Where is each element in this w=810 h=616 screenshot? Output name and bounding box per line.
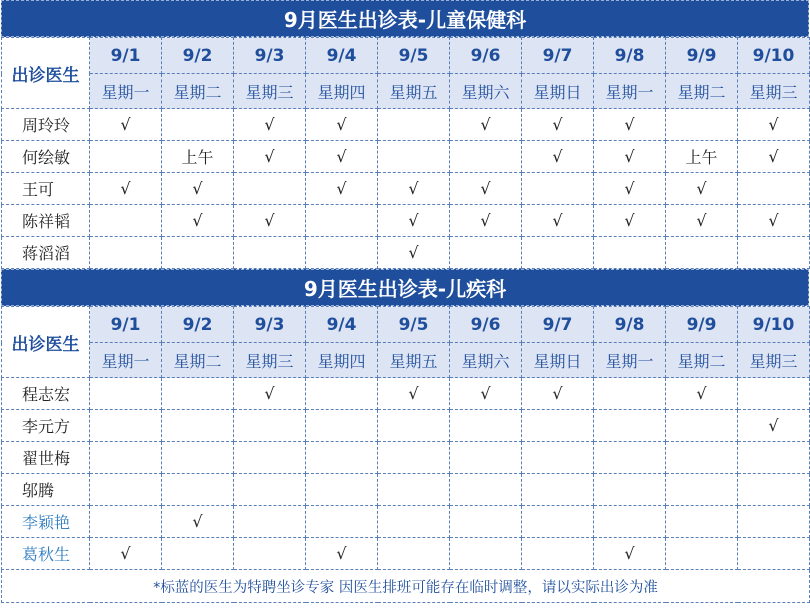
- schedule-cell: [522, 538, 594, 570]
- schedule-cell: [234, 474, 306, 506]
- schedule-cell: [306, 378, 378, 410]
- schedule-cell: [738, 506, 810, 538]
- schedule-cell: [738, 237, 810, 269]
- schedule-cell: √: [738, 410, 810, 442]
- schedule-cell: [162, 378, 234, 410]
- schedule-cell: 上午: [666, 141, 738, 173]
- schedule-cell: [378, 506, 450, 538]
- schedule-cell: [594, 506, 666, 538]
- date-header: 9/9: [666, 307, 738, 343]
- schedule-cell: √: [306, 109, 378, 141]
- schedule-cell: [522, 173, 594, 205]
- date-header: 9/8: [594, 307, 666, 343]
- weekday-header: 星期三: [234, 74, 306, 109]
- doctor-name: 李元方: [2, 410, 90, 442]
- footnote: *标蓝的医生为特聘坐诊专家 因医生排班可能存在临时调整，请以实际出诊为准: [2, 570, 810, 603]
- date-header: 9/2: [162, 38, 234, 74]
- schedule-cell: [738, 378, 810, 410]
- schedule-cell: [378, 141, 450, 173]
- schedule-cell: [450, 141, 522, 173]
- schedule-cell: [306, 205, 378, 237]
- schedule-cell: [738, 474, 810, 506]
- schedule-cell: √: [666, 205, 738, 237]
- schedule-cell: √: [306, 538, 378, 570]
- schedule-cell: [306, 474, 378, 506]
- date-header: 9/7: [522, 38, 594, 74]
- schedule-cell: [378, 474, 450, 506]
- schedule-cell: [234, 506, 306, 538]
- doctor-row: [2, 378, 810, 410]
- schedule-cell: [666, 442, 738, 474]
- doctor-row: [2, 237, 810, 269]
- schedule-cell: [666, 237, 738, 269]
- schedule-cell: √: [594, 141, 666, 173]
- schedule-cell: [450, 474, 522, 506]
- schedule-cell: √: [306, 141, 378, 173]
- schedule-cell: [378, 442, 450, 474]
- schedule-cell: [306, 410, 378, 442]
- schedule-cell: √: [378, 378, 450, 410]
- schedule-cell: 上午: [162, 141, 234, 173]
- schedule-cell: √: [594, 205, 666, 237]
- schedule-cell: [522, 410, 594, 442]
- date-header: 9/9: [666, 38, 738, 74]
- weekday-header: 星期二: [666, 343, 738, 378]
- weekday-header: 星期三: [234, 343, 306, 378]
- schedule-cell: [234, 538, 306, 570]
- schedule-cell: [90, 410, 162, 442]
- schedule-cell: √: [378, 173, 450, 205]
- schedule-cell: [450, 237, 522, 269]
- doctor-row: [2, 109, 810, 141]
- schedule-cell: √: [522, 141, 594, 173]
- doctor-row: [2, 173, 810, 205]
- doctor-column-header: 出诊医生: [2, 38, 90, 109]
- schedule-cell: [90, 205, 162, 237]
- date-header: 9/4: [306, 38, 378, 74]
- schedule-cell: [666, 109, 738, 141]
- schedule-cell: [522, 506, 594, 538]
- schedule-cell: [378, 109, 450, 141]
- schedule-table: [1, 306, 810, 603]
- schedule-cell: [594, 378, 666, 410]
- schedule-cell: √: [162, 173, 234, 205]
- schedule-cell: √: [162, 506, 234, 538]
- weekday-header: 星期四: [306, 343, 378, 378]
- schedule-cell: √: [378, 205, 450, 237]
- schedule-cell: √: [90, 538, 162, 570]
- schedule-tables: [1, 0, 809, 603]
- schedule-cell: [666, 474, 738, 506]
- schedule-cell: √: [90, 173, 162, 205]
- schedule-cell: √: [234, 378, 306, 410]
- schedule-cell: [234, 410, 306, 442]
- schedule-cell: [594, 442, 666, 474]
- date-header: 9/10: [738, 307, 810, 343]
- schedule-cell: √: [450, 109, 522, 141]
- doctor-name: 邬腾: [2, 474, 90, 506]
- schedule-cell: [666, 506, 738, 538]
- schedule-cell: √: [666, 378, 738, 410]
- schedule-cell: [738, 173, 810, 205]
- weekday-header: 星期三: [738, 343, 810, 378]
- weekday-header: 星期二: [162, 343, 234, 378]
- section-title: 9月医生出诊表-儿疾科: [1, 269, 809, 306]
- schedule-cell: [162, 237, 234, 269]
- schedule-cell: [90, 141, 162, 173]
- doctor-name: 何绘敏: [2, 141, 90, 173]
- weekday-header: 星期一: [594, 343, 666, 378]
- schedule-cell: [162, 474, 234, 506]
- schedule-cell: [90, 378, 162, 410]
- schedule-cell: [306, 442, 378, 474]
- date-header: 9/1: [90, 38, 162, 74]
- schedule-cell: [666, 410, 738, 442]
- date-header: 9/3: [234, 38, 306, 74]
- doctor-row: [2, 205, 810, 237]
- schedule-cell: [234, 237, 306, 269]
- schedule-cell: √: [162, 205, 234, 237]
- doctor-name: 翟世梅: [2, 442, 90, 474]
- schedule-cell: √: [234, 205, 306, 237]
- date-header: 9/5: [378, 307, 450, 343]
- doctor-name: 陈祥韬: [2, 205, 90, 237]
- date-header: 9/6: [450, 38, 522, 74]
- schedule-cell: [594, 474, 666, 506]
- schedule-cell: √: [234, 141, 306, 173]
- weekday-header: 星期二: [162, 74, 234, 109]
- schedule-cell: [594, 237, 666, 269]
- weekday-header: 星期五: [378, 74, 450, 109]
- schedule-cell: √: [594, 109, 666, 141]
- doctor-name: 王可: [2, 173, 90, 205]
- doctor-column-header: 出诊医生: [2, 307, 90, 378]
- doctor-name: 李颖艳: [2, 506, 90, 538]
- schedule-table: [1, 37, 810, 269]
- doctor-row: [2, 538, 810, 570]
- date-header: 9/4: [306, 307, 378, 343]
- schedule-cell: [522, 442, 594, 474]
- schedule-cell: √: [522, 378, 594, 410]
- schedule-cell: √: [522, 109, 594, 141]
- schedule-cell: [522, 474, 594, 506]
- weekday-header: 星期日: [522, 74, 594, 109]
- schedule-cell: √: [594, 538, 666, 570]
- schedule-cell: [90, 474, 162, 506]
- schedule-cell: √: [378, 237, 450, 269]
- weekday-header: 星期一: [90, 74, 162, 109]
- schedule-cell: √: [306, 173, 378, 205]
- schedule-cell: [90, 442, 162, 474]
- schedule-cell: [450, 538, 522, 570]
- date-header: 9/5: [378, 38, 450, 74]
- schedule-cell: [738, 538, 810, 570]
- schedule-cell: [90, 237, 162, 269]
- doctor-row: [2, 410, 810, 442]
- schedule-cell: [162, 442, 234, 474]
- doctor-name: 葛秋生: [2, 538, 90, 570]
- schedule-cell: √: [234, 109, 306, 141]
- schedule-cell: [378, 410, 450, 442]
- schedule-cell: √: [522, 205, 594, 237]
- schedule-cell: √: [594, 173, 666, 205]
- doctor-row: [2, 442, 810, 474]
- section-title: 9月医生出诊表-儿童保健科: [1, 0, 809, 37]
- schedule-cell: √: [450, 378, 522, 410]
- doctor-row: [2, 141, 810, 173]
- weekday-header: 星期一: [594, 74, 666, 109]
- date-header: 9/1: [90, 307, 162, 343]
- date-header: 9/2: [162, 307, 234, 343]
- doctor-name: 蒋滔滔: [2, 237, 90, 269]
- schedule-cell: [738, 442, 810, 474]
- weekday-header: 星期日: [522, 343, 594, 378]
- schedule-cell: [162, 410, 234, 442]
- doctor-row: [2, 474, 810, 506]
- schedule-cell: [378, 538, 450, 570]
- schedule-cell: √: [738, 109, 810, 141]
- weekday-header: 星期五: [378, 343, 450, 378]
- schedule-cell: [522, 237, 594, 269]
- doctor-name: 周玲玲: [2, 109, 90, 141]
- schedule-cell: [450, 410, 522, 442]
- schedule-cell: [594, 410, 666, 442]
- weekday-header: 星期三: [738, 74, 810, 109]
- schedule-cell: [234, 173, 306, 205]
- schedule-cell: [450, 506, 522, 538]
- schedule-cell: [162, 109, 234, 141]
- weekday-header: 星期四: [306, 74, 378, 109]
- date-header: 9/7: [522, 307, 594, 343]
- schedule-cell: √: [450, 205, 522, 237]
- doctor-row: [2, 506, 810, 538]
- schedule-cell: √: [738, 141, 810, 173]
- schedule-cell: √: [450, 173, 522, 205]
- schedule-cell: [162, 538, 234, 570]
- weekday-header: 星期二: [666, 74, 738, 109]
- schedule-cell: √: [666, 173, 738, 205]
- schedule-cell: √: [90, 109, 162, 141]
- schedule-cell: [234, 442, 306, 474]
- schedule-cell: √: [738, 205, 810, 237]
- weekday-header: 星期六: [450, 74, 522, 109]
- date-header: 9/6: [450, 307, 522, 343]
- doctor-name: 程志宏: [2, 378, 90, 410]
- schedule-cell: [306, 237, 378, 269]
- schedule-cell: [666, 538, 738, 570]
- schedule-cell: [306, 506, 378, 538]
- weekday-header: 星期六: [450, 343, 522, 378]
- date-header: 9/3: [234, 307, 306, 343]
- date-header: 9/8: [594, 38, 666, 74]
- schedule-cell: [90, 506, 162, 538]
- weekday-header: 星期一: [90, 343, 162, 378]
- schedule-cell: [450, 442, 522, 474]
- date-header: 9/10: [738, 38, 810, 74]
